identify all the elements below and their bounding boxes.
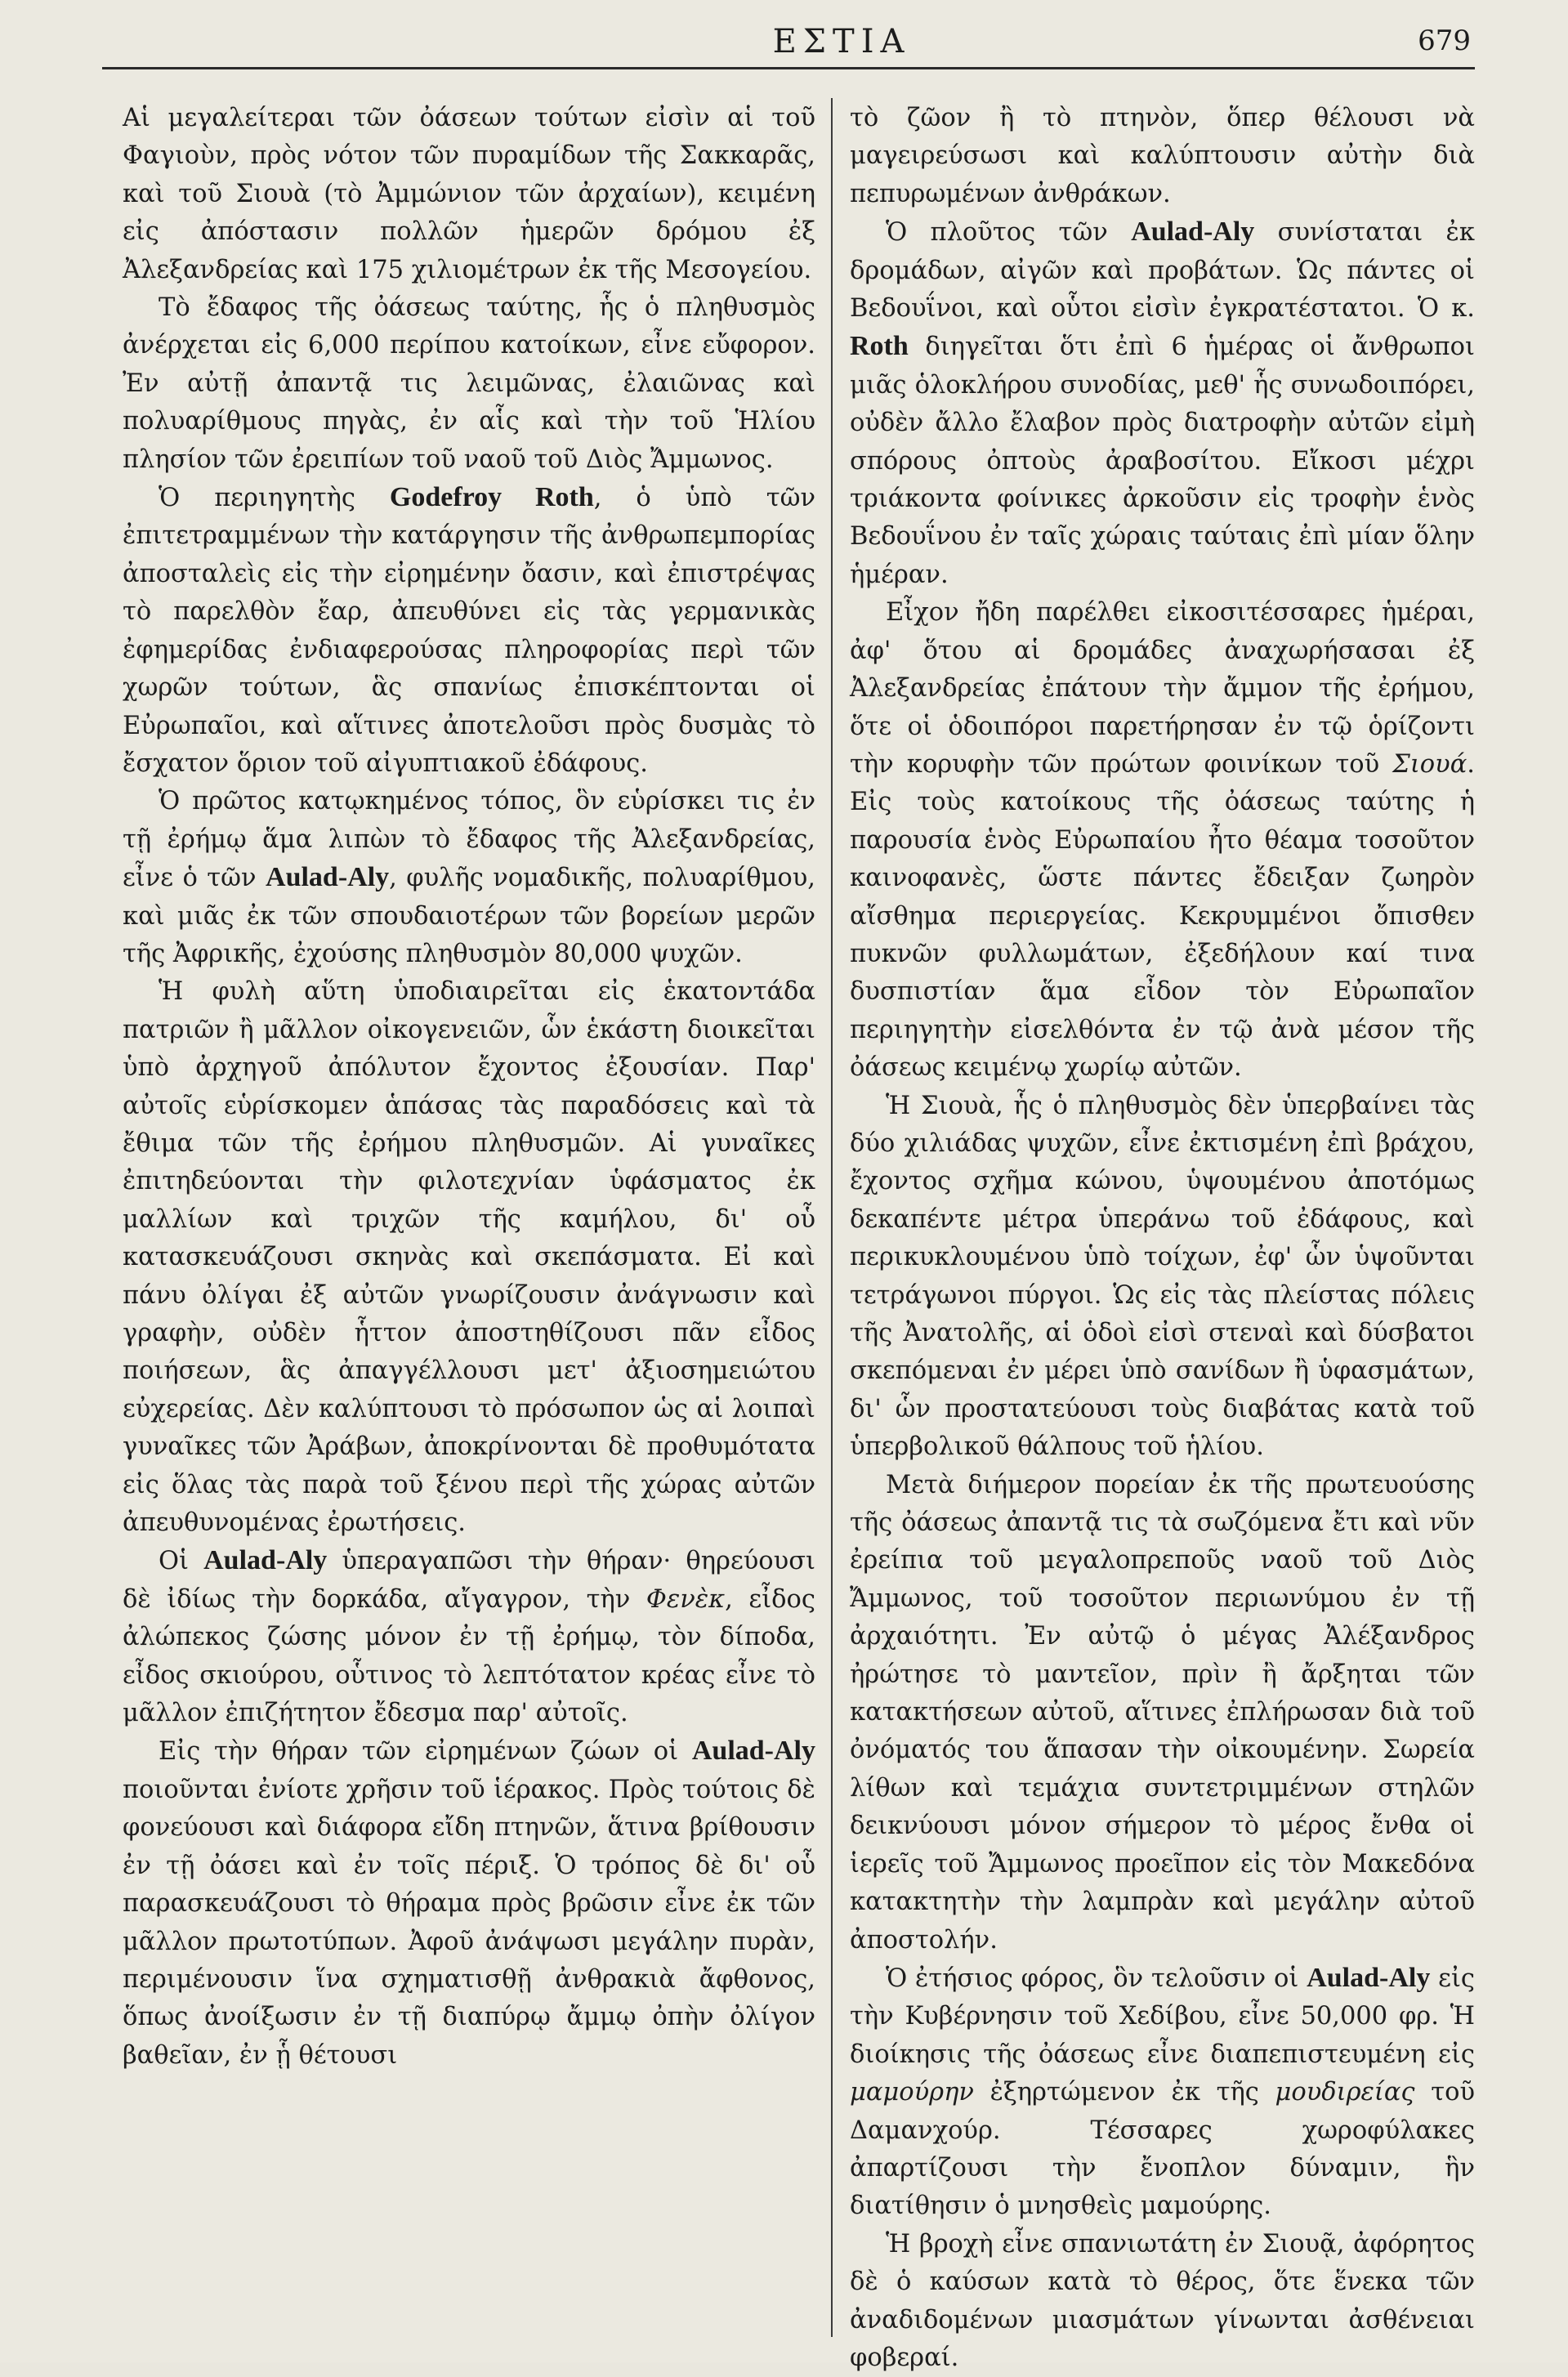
column-divider (831, 98, 833, 2337)
text-run: ὑπεραγαπῶσι τὴν θήραν· θηρεύουσι δὲ ἰδίως τὴν δορκάδα, αἴγαγρον, τὴν (123, 1547, 815, 1614)
italic-term: μουδιρείας (1275, 2078, 1415, 2107)
text-run: εἰς τὴν Κυβέρνησιν τοῦ Χεδίβου, εἶνε 50,000 φρ. Ἡ διοίκησις τῆς ὀάσεως εἶνε διαπεπιστευμένη εἰς (850, 1964, 1475, 2069)
paragraph (123, 973, 815, 1542)
paragraph (123, 1732, 815, 2075)
text-run: Ἡ Σιουὰ, ἧς ὁ πληθυσμὸς δὲν ὑπερβαίνει τὰς δύο χιλιάδας ψυχῶν, εἶνε ἐκτισμένη ἐπὶ βράχου, ἔχοντος σχῆμα κώνου, ὑψουμένου ἀποτόμως δεκαπέντε μέτρα ὑπεράνω τοῦ ἐδάφους, καὶ περικυκλουμένου ὑπὸ τοίχων, ἐφ' ὧν ὑψοῦνται τετράγωνοι πύργοι. Ὡς εἰς τὰς πλείστας πόλεις τῆς Ἀνατολῆς, αἱ ὁδοὶ εἰσὶ στεναὶ καὶ δύσβατοι σκεπόμεναι ἐν μέρει ὑπὸ σανίδων ἢ ὑφασμάτων, δι' ὧν προστατεύουσι τοὺς διαβάτας κατὰ τοῦ ὑπερβολικοῦ θάλπους τοῦ ἡλίου. (850, 1091, 1475, 1462)
header-rule (102, 67, 1475, 69)
latin-name: Aulad-Aly (203, 1545, 328, 1576)
text-run: Εἶχον ἤδη παρέλθει εἰκοσιτέσσαρες ἡμέραι, ἀφ' ὅτου αἱ δρομάδες ἀναχωρήσασαι ἐξ Ἀλεξανδρείας ἐπάτουν τὴν ἄμμον τῆς ἐρήμου, ὅτε οἱ ὁδοιπόροι παρετήρησαν ἐν τῷ ὁρίζοντι τὴν κορυφὴν τῶν πρώτων φοινίκων τοῦ (850, 598, 1475, 779)
text-run: τοῦ Δαμανχούρ. Τέσσαρες χωροφύλακες ἀπαρτίζουσι τὴν ἔνοπλον δύναμιν, ἣν διατίθησιν ὁ μνησθεὶς μαμούρης. (850, 2078, 1475, 2221)
latin-name: Aulad-Aly (1131, 217, 1255, 248)
text-run: . Εἰς τοὺς κατοίκους τῆς ὀάσεως ταύτης ἡ παρουσία ἑνὸς Εὐρωπαίου ἦτο θέαμα τοσοῦτον καινοφανὲς, ὥστε πάντες ἔδειξαν ζωηρὸν αἴσθημα περιεργείας. Κεκρυμμένοι ὄπισθεν πυκνῶν φυλλωμάτων, ἐξεδήλουν καί τινα δυσπιστίαν ἅμα εἶδον τὸν Εὐρωπαῖον περιηγητὴν εἰσελθόντα ἐν τῷ ἀνὰ μέσον τῆς ὀάσεως κειμένῳ χωρίῳ αὐτῶν. (850, 749, 1475, 1083)
left-column (123, 100, 815, 2075)
text-run: Ὁ περιηγητὴς (159, 484, 390, 513)
paragraph (123, 783, 815, 973)
paragraph (850, 1467, 1475, 1959)
text-run: Αἱ μεγαλείτεραι τῶν ὀάσεων τούτων εἰσὶν αἱ τοῦ Φαγιοὺν, πρὸς νότον τῶν πυραμίδων τῆς Σακκαρᾶς, καὶ τοῦ Σιουὰ (τὸ Ἀμμώνιον τῶν ἀρχαίων), κειμένη εἰς ἀπόστασιν πολλῶν ἡμερῶν δρόμου ἐξ Ἀλεξανδρείας καὶ 175 χιλιομέτρων ἐκ τῆς Μεσογείου. (123, 104, 815, 284)
paragraph (123, 289, 815, 479)
text-run: Μετὰ διήμερον πορείαν ἐκ τῆς πρωτευούσης τῆς ὀάσεως ἀπαντᾷ τις τὰ σωζόμενα ἔτι καὶ νῦν ἐρείπια τοῦ μεγαλοπρεποῦς ναοῦ τοῦ Διὸς Ἄμμωνος, τοῦ τοσοῦτον περιωνύμου ἐν τῇ ἀρχαιότητι. Ἐν αὐτῷ ὁ μέγας Ἀλέξανδρος ἠρώτησε τὸ μαντεῖον, πρὶν ἢ ἄρξηται τῶν κατακτήσεων αὐτοῦ, αἵτινες ἐπλήρωσαν διὰ τοῦ ὀνόματός του ἅπασαν τὴν οἰκουμένην. Σωρεία λίθων καὶ τεμάχια συντετριμμένων στηλῶν δεικνύουσι μόνον σήμερον τὸ μέρος ἔνθα οἱ ἱερεῖς τοῦ Ἄμμωνος προεῖπον εἰς τὸν Μακεδόνα κατακτητὴν τὴν λαμπρὰν καὶ μεγάλην αὐτοῦ ἀποστολήν. (850, 1470, 1475, 1955)
paragraph (123, 479, 815, 783)
latin-name: Aulad-Aly (691, 1736, 815, 1767)
text-run: διηγεῖται ὅτι ἐπὶ 6 ἡμέρας οἱ ἄνθρωποι μιᾶς ὁλοκλήρου συνοδίας, μεθ' ἧς συνωδοιπόρει, οὐδὲν ἄλλο ἔλαβον πρὸς διατροφὴν αὐτῶν εἰμὴ σπόρους ὀπτοὺς ἀραβοσίτου. Εἴκοσι μέχρι τριάκοντα φοίνικες ἀρκοῦσιν εἰς τροφὴν ἑνὸς Βεδουΐνου ἐν ταῖς χώραις ταύταις ἐπὶ μίαν ὅλην ἡμέραν. (850, 333, 1475, 589)
text-run: ποιοῦνται ἐνίοτε χρῆσιν τοῦ ἱέρακος. Πρὸς τούτοις δὲ φονεύουσι καὶ διάφορα εἴδη πτηνῶν, ἅτινα βρίθουσιν ἐν τῇ ὀάσει καὶ ἐν τοῖς πέριξ. Ὁ τρόπος δὲ δι' οὗ παρασκευάζουσι τὸ θήραμα πρὸς βρῶσιν εἶνε ἐκ τῶν μᾶλλον πρωτοτύπων. Ἀφοῦ ἀνάψωσι μεγάλην πυρὰν, περιμένουσιν ἵνα σχηματισθῇ ἀνθρακιὰ ἄφθονος, ὅπως ἀνοίξωσιν ἐν τῇ διαπύρῳ ἄμμῳ ὀπὴν ὀλίγον βαθεῖαν, ἐν ᾗ θέτουσι (123, 1775, 815, 2070)
paragraph (850, 1959, 1475, 2226)
paragraph (850, 100, 1475, 213)
paragraph (123, 1542, 815, 1732)
paragraph (123, 100, 815, 289)
latin-name: Aulad-Aly (1307, 1962, 1431, 1993)
text-run: , ὁ ὑπὸ τῶν ἐπιτετραμμένων τὴν κατάργησιν τῆς ἀνθρωπεμπορίας ἀποσταλεὶς εἰς τὴν εἰρημένην ὄασιν, καὶ ἐπιστρέψας τὸ παρελθὸν ἔαρ, ἀπευθύνει εἰς τὰς γερμανικὰς ἐφημερίδας ἐνδιαφερούσας πληροφορίας περὶ τῶν χωρῶν τούτων, ἃς σπανίως ἐπισκέπτονται οἱ Εὐρωπαῖοι, καὶ αἵτινες ἀποτελοῦσι πρὸς δυσμὰς τὸ ἔσχατον ὅριον τοῦ αἰγυπτιακοῦ ἐδάφους. (123, 484, 815, 778)
text-run: ἐξηρτώμενον ἐκ τῆς (973, 2078, 1275, 2107)
text-run: , εἶδος ἀλώπεκος ζώσης μόνον ἐν τῇ ἐρήμῳ, τὸν δίποδα, εἶδος σκιούρου, οὗτινος τὸ λεπτότατον κρέας εἶνε τὸ μᾶλλον ἐπιζήτητον ἔδεσμα παρ' αὐτοῖς. (123, 1584, 815, 1728)
text-run: Τὸ ἔδαφος τῆς ὀάσεως ταύτης, ἧς ὁ πληθυσμὸς ἀνέρχεται εἰς 6,000 περίπου κατοίκων, εἶνε εὔφορον. Ἐν αὐτῇ ἀπαντᾷ τις λειμῶνας, ἐλαιῶνας καὶ πολυαρίθμους πηγὰς, ἐν αἷς καὶ τὴν τοῦ Ἡλίου πλησίον τῶν ἐρειπίων τοῦ ναοῦ τοῦ Διὸς Ἄμμωνος. (123, 293, 815, 474)
italic-term: Σιουά (1392, 749, 1467, 779)
page-number: 679 (1418, 25, 1471, 57)
page-header (0, 23, 1568, 72)
text-run: Ὁ πλοῦτος τῶν (886, 218, 1132, 248)
latin-name: Aulad-Aly (266, 862, 390, 893)
paragraph (850, 1088, 1475, 1467)
paragraph (850, 594, 1475, 1087)
latin-name: Godefroy Roth (389, 482, 594, 513)
latin-name: Roth (850, 331, 909, 362)
text-run: συνίσταται ἐκ δρομάδων, αἰγῶν καὶ προβάτων. Ὡς πάντες οἱ Βεδουΐνοι, καὶ οὗτοι εἰσὶν ἐγκρατέστατοι. Ὁ κ. (850, 218, 1475, 324)
text-run: Ὁ πρῶτος κατῳκημένος τόπος, ὃν εὑρίσκει τις ἐν τῇ ἐρήμῳ ἅμα λιπὼν τὸ ἔδαφος τῆς Ἀλεξανδρείας, εἶνε ὁ τῶν (123, 787, 815, 893)
text-run: Εἰς τὴν θήραν τῶν εἰρημένων ζώων οἱ (159, 1737, 692, 1767)
paragraph (850, 213, 1475, 594)
paragraph (850, 2226, 1475, 2377)
right-column (850, 100, 1475, 2377)
text-run: Ὁ ἐτήσιος φόρος, ὃν τελοῦσιν οἱ (886, 1964, 1307, 1993)
text-run: Ἡ βροχὴ εἶνε σπανιωτάτη ἐν Σιουᾷ, ἀφόρητος δὲ ὁ καύσων κατὰ τὸ θέρος, ὅτε ἕνεκα τῶν ἀναδιδομένων μιασμάτων γίνωνται ἀσθένειαι φοβεραί. (850, 2229, 1475, 2372)
text-run: τὸ ζῶον ἢ τὸ πτηνὸν, ὅπερ θέλουσι νὰ μαγειρεύσωσι καὶ καλύπτουσιν αὐτὴν διὰ πεπυρωμένων ἀνθράκων. (850, 104, 1475, 208)
journal-title: ΕΣΤΙΑ (772, 23, 911, 60)
text-run: Ἡ φυλὴ αὕτη ὑποδιαιρεῖται εἰς ἑκατοντάδα πατριῶν ἢ μᾶλλον οἰκογενειῶν, ὧν ἑκάστη διοικεῖται ὑπὸ ἀρχηγοῦ ἀπόλυτον ἔχοντος ἐξουσίαν. Παρ' αὐτοῖς εὑρίσκομεν ἁπάσας τὰς παραδόσεις καὶ τὰ ἔθιμα τῶν τῆς ἐρήμου πληθυσμῶν. Αἱ γυναῖκες ἐπιτηδεύονται τὴν φιλοτεχνίαν ὑφάσματος ἐκ μαλλίων καὶ τριχῶν τῆς καμήλου, δι' οὗ κατασκευάζουσι σκηνὰς καὶ σκεπάσματα. Εἰ καὶ πάνυ ὀλίγαι ἐξ αὐτῶν γνωρίζουσιν ἀνάγνωσιν καὶ γραφὴν, οὐδὲν ἧττον ἀποστηθίζουσι πᾶν εἶδος ποιήσεων, ἃς ἀπαγγέλλουσι μετ' ἀξιοσημειώτου εὐχερείας. Δὲν καλύπτουσι τὸ πρόσωπον ὡς αἱ λοιπαὶ γυναῖκες τῶν Ἀράβων, ἀποκρίνονται δὲ προθυμότατα εἰς ὅλας τὰς παρὰ τοῦ ξένου περὶ τῆς χώρας αὐτῶν ἀπευθυνομένας ἐρωτήσεις. (123, 977, 815, 1538)
text-run: , φυλῆς νομαδικῆς, πολυαρίθμου, καὶ μιᾶς ἐκ τῶν σπουδαιοτέρων τῶν βορείων μερῶν τῆς Ἀφρικῆς, ἐχούσης πληθυσμὸν 80,000 ψυχῶν. (123, 864, 815, 968)
text-run: Οἱ (159, 1547, 204, 1576)
italic-term: Φενὲκ (646, 1584, 726, 1614)
italic-term: μαμούρην (850, 2078, 974, 2107)
